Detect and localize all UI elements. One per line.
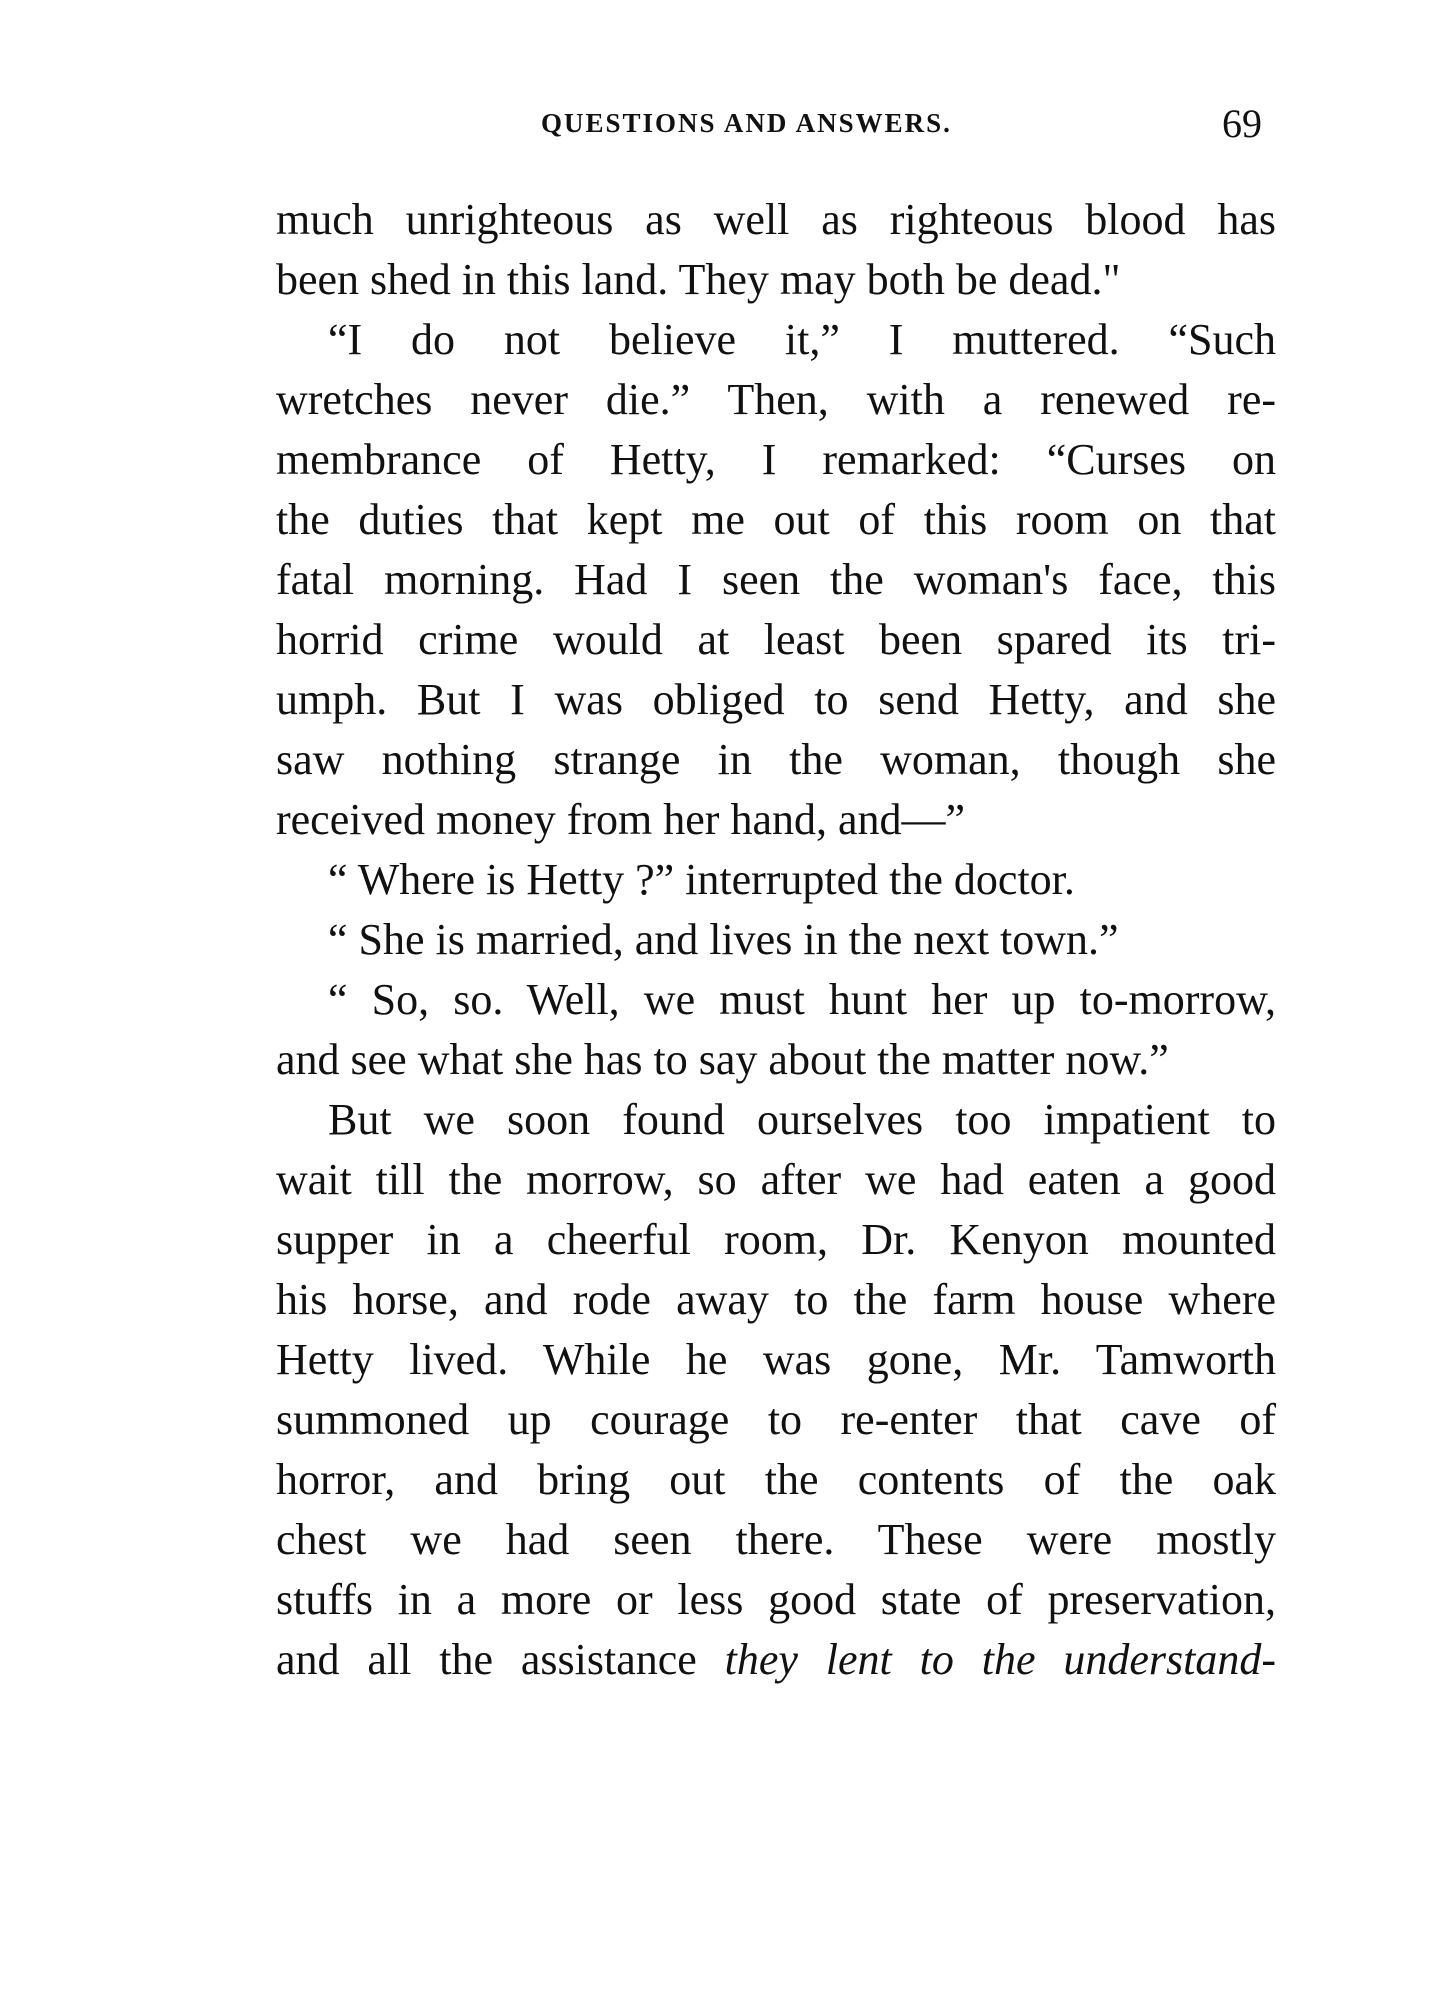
text-line: been shed in this land. They may both be dead." [276,255,1121,304]
text-line: “ Where is Hetty ?” interrupted the doctor. [328,855,1075,904]
text-line: wait till the morrow, so after we had eaten a good [276,1155,1276,1204]
text-line: chest we had seen there. These were mostly [276,1515,1276,1564]
text-line-last [276,1630,1276,1690]
text-line: But we soon found ourselves too impatient to [328,1095,1276,1144]
text-line: fatal morning. Had I seen the woman's face, this [276,555,1276,604]
text-line: horrid crime would at least been spared its tri- [276,615,1276,664]
page-header [276,100,1276,150]
text-line: summoned up courage to re-enter that cave of [276,1395,1276,1444]
text-line: “ She is married, and lives in the next town.” [328,915,1119,964]
text-line: much unrighteous as well as righteous blood has [276,195,1276,244]
page-number: 69 [1222,101,1262,146]
text-line: received money from her hand, and—” [276,795,966,844]
text-line: wretches never die.” Then, with a renewed re- [276,375,1276,424]
last-line-italic: they lent to the understand- [724,1635,1276,1684]
text-line: “I do not believe it,” I muttered. “Such [328,315,1276,364]
text-line: the duties that kept me out of this room on that [276,495,1276,544]
text-line: stuffs in a more or less good state of preservation, [276,1575,1276,1624]
body-text [276,190,1276,1690]
text-line: and see what she has to say about the matter now.” [276,1035,1169,1084]
text-line: saw nothing strange in the woman, though she [276,735,1276,784]
running-title: QUESTIONS AND ANSWERS. [541,108,952,138]
text-line: Hetty lived. While he was gone, Mr. Tamworth [276,1335,1276,1384]
text-line: supper in a cheerful room, Dr. Kenyon mounted [276,1215,1276,1264]
text-line: umph. But I was obliged to send Hetty, and she [276,675,1276,724]
last-line-normal: and all the assistance [276,1635,725,1684]
text-line: “ So, so. Well, we must hunt her up to-morrow, [328,975,1276,1024]
text-line: his horse, and rode away to the farm house where [276,1275,1276,1324]
text-line: horror, and bring out the contents of the oak [276,1455,1276,1504]
text-line: membrance of Hetty, I remarked: “Curses on [276,435,1276,484]
